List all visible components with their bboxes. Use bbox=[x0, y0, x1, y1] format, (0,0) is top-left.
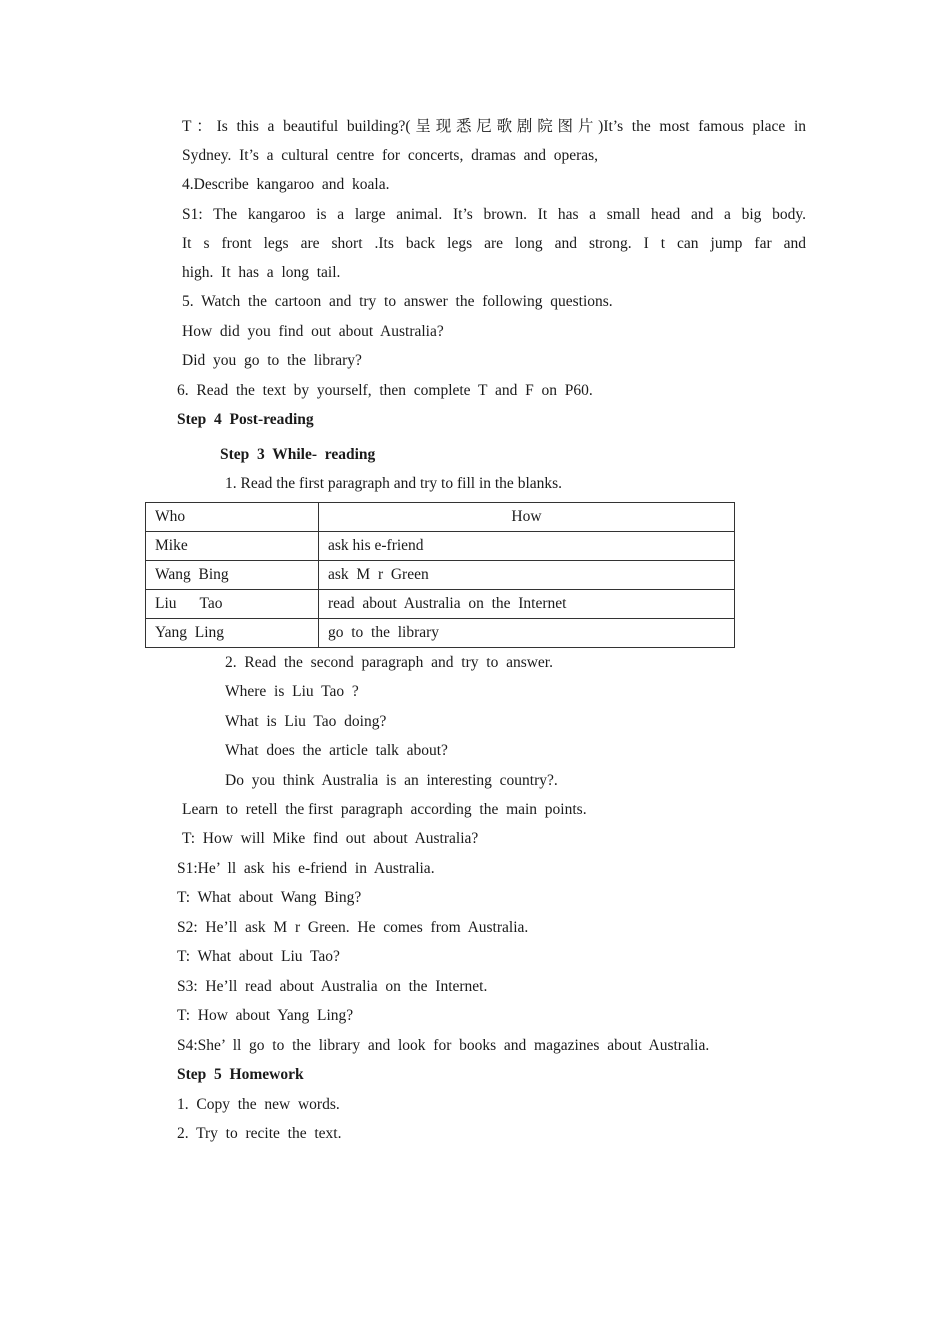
line-article-about: What does the article talk about? bbox=[225, 742, 448, 759]
table-row bbox=[146, 532, 735, 561]
table-cell-how: go to the library bbox=[319, 619, 735, 648]
table-cell-how: ask M r Green bbox=[319, 561, 735, 590]
line-read-text: 6. Read the text by yourself, then complete T and F on P60. bbox=[177, 382, 593, 399]
line-dialog-s3: S3: He’ll read about Australia on the Internet. bbox=[177, 978, 488, 995]
line-homework-1: 1. Copy the new words. bbox=[177, 1096, 340, 1113]
table-header-how: How bbox=[319, 503, 735, 532]
table-cell-how: read about Australia on the Internet bbox=[319, 590, 735, 619]
table-cell-who: Liu Tao bbox=[146, 590, 319, 619]
table-row bbox=[146, 619, 735, 648]
table-row bbox=[146, 561, 735, 590]
line-dialog-t4: T: How about Yang Ling? bbox=[177, 1007, 354, 1024]
line-kangaroo-1: S1: The kangaroo is a large animal. It’s brown. It has a small head and a big body. bbox=[182, 206, 806, 223]
line-kangaroo-2: It s front legs are short .Its back legs are long and strong. I t can jump far and bbox=[182, 235, 806, 252]
table-header-who: Who bbox=[146, 503, 319, 532]
heading-step-5: Step 5 Homework bbox=[177, 1066, 304, 1083]
fill-blanks-table bbox=[145, 502, 735, 648]
table-header-row bbox=[146, 503, 735, 532]
line-what-liu-tao-doing: What is Liu Tao doing? bbox=[225, 713, 387, 730]
line-where-liu-tao: Where is Liu Tao ? bbox=[225, 683, 359, 700]
line-dialog-t1: T: How will Mike find out about Australia? bbox=[182, 830, 479, 847]
table-row bbox=[146, 590, 735, 619]
line-watch-cartoon: 5. Watch the cartoon and try to answer the following questions. bbox=[182, 293, 613, 310]
table-cell-who: Wang Bing bbox=[146, 561, 319, 590]
line-homework-2: 2. Try to recite the text. bbox=[177, 1125, 342, 1142]
line-teacher-question: T：Is this a beautiful building?(呈现悉尼歌剧院图片)It’s the most famous place in bbox=[182, 118, 806, 135]
line-question-library: Did you go to the library? bbox=[182, 352, 362, 369]
line-sydney: Sydney. It’s a cultural centre for concerts, dramas and operas, bbox=[182, 147, 599, 164]
line-fill-blanks: 1. Read the first paragraph and try to fill in the blanks. bbox=[225, 475, 563, 492]
line-interesting-country: Do you think Australia is an interesting country?. bbox=[225, 772, 558, 789]
line-dialog-s4: S4:She’ ll go to the library and look for books and magazines about Australia. bbox=[177, 1037, 710, 1054]
line-dialog-t2: T: What about Wang Bing? bbox=[177, 889, 362, 906]
line-second-paragraph: 2. Read the second paragraph and try to answer. bbox=[225, 654, 553, 671]
line-question-find-out: How did you find out about Australia? bbox=[182, 323, 444, 340]
line-describe: 4.Describe kangaroo and koala. bbox=[182, 176, 390, 193]
line-retell: Learn to retell the first paragraph according the main points. bbox=[182, 801, 587, 818]
table-cell-how: ask his e-friend bbox=[319, 532, 735, 561]
line-dialog-s1: S1:He’ ll ask his e-friend in Australia. bbox=[177, 860, 435, 877]
table-cell-who: Mike bbox=[146, 532, 319, 561]
table-cell-who: Yang Ling bbox=[146, 619, 319, 648]
line-dialog-s2: S2: He’ll ask M r Green. He comes from Australia. bbox=[177, 919, 529, 936]
line-dialog-t3: T: What about Liu Tao? bbox=[177, 948, 340, 965]
heading-step-3: Step 3 While- reading bbox=[220, 446, 376, 463]
heading-step-4: Step 4 Post-reading bbox=[177, 411, 314, 428]
line-kangaroo-3: high. It has a long tail. bbox=[182, 264, 341, 281]
